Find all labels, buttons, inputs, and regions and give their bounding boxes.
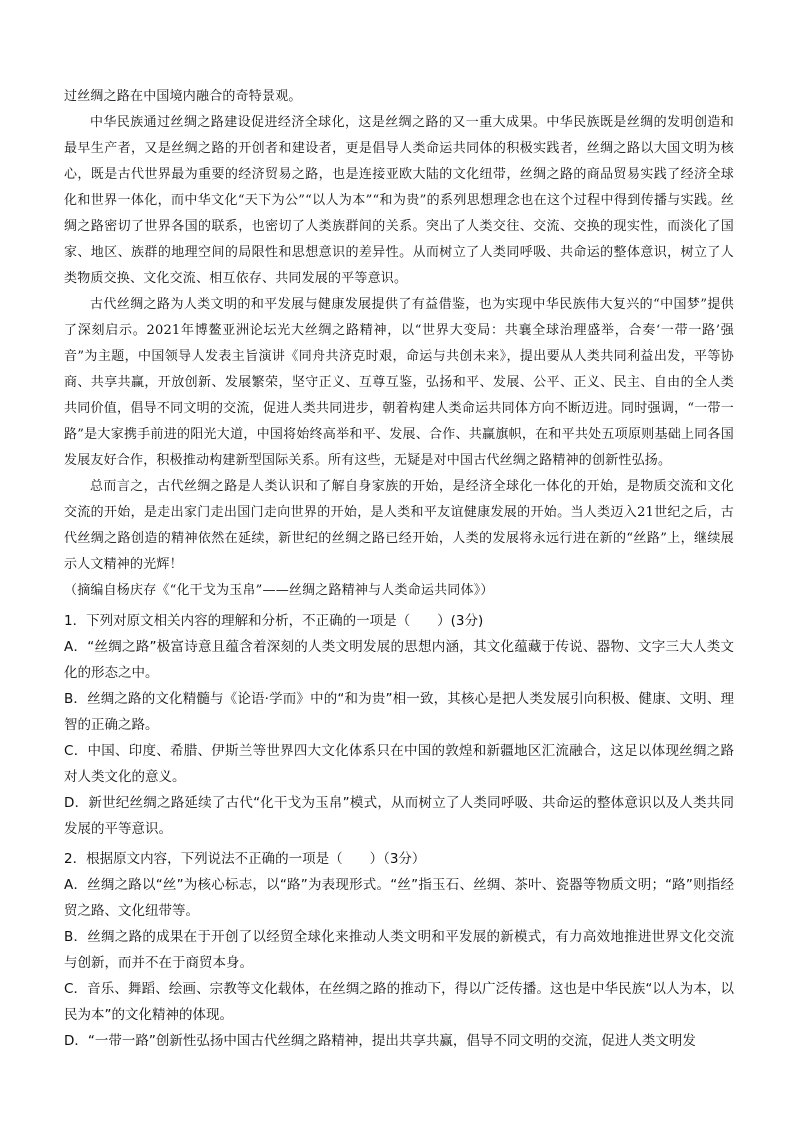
reading-passage [64, 84, 734, 604]
question-option: B．丝绸之路的文化精髓与《论语·学而》中的“和为贵”相一致，其核心是把人类发展引向积极、健康、文明、理智的正确之路。 [64, 691, 734, 733]
passage-paragraph: 中华民族通过丝绸之路建设促进经济全球化，这是丝绸之路的又一重大成果。中华民族既是丝绸的发明创造和最早生产者，又是丝绸之路的开创者和建设者，更是倡导人类命运共同体的积极实践者，丝绸之路以大国文明为核心，既是古代世界最为重要的经济贸易之路，也是连接亚欧大陆的文化纽带，丝绸之路的商品贸易实践了经济全球化和世界一体化，而中华文化“天下为公”“以人为本”“和为贵”的系列思想理念也在这个过程中得到传播与实践。丝绸之路密切了世界各国的联系，也密切了人类族群间的关系。突出了人类交往、交流、交换的现实性，而淡化了国家、地区、族群的地理空间的局限性和思想意识的差异性。从而树立了人类同呼吸、共命运的整体意识，树立了人类物质交换、文化交流、相互依存、共同发展的平等意识。 [64, 115, 734, 286]
passage-paragraph: 古代丝绸之路为人类文明的和平发展与健康发展提供了有益借鉴，也为实现中华民族伟大复兴的“中国梦”提供了深刻启示。2021年博鳌亚洲论坛光大丝绸之路精神，以“世界大变局：共襄全球治理盛举，合奏‘一带一路’强音”为主题，中国领导人发表主旨演讲《同舟共济克时艰，命运与共创未来》，提出要从人类共同利益出发，平等协商、共享共赢，开放创新、发展繁荣，坚守正义、互尊互鉴，弘扬和平、发展、公平、正义、民主、自由的全人类共同价值，倡导不同文明的交流，促进人类共同进步，朝着构建人类命运共同体方向不断迈进。同时强调，“一带一路”是大家携手前进的阳光大道，中国将始终高举和平、发展、合作、共赢旗帜，在和平共处五项原则基础上同各国发展友好合作，积极推动构建新型国际关系。所有这些，无疑是对中国古代丝绸之路精神的创新性弘扬。 [64, 297, 734, 468]
question-option: C．音乐、舞蹈、绘画、宗教等文化载体，在丝绸之路的推动下，得以广泛传播。这也是中华民族“以人为本，以民为本”的文化精神的体现。 [64, 981, 734, 1023]
question-option: D．“一带一路”创新性弘扬中国古代丝绸之路精神，提出共享共赢，倡导不同文明的交流，促进人类文明发 [64, 1033, 696, 1049]
question-1 [64, 608, 734, 842]
question-option: C．中国、印度、希腊、伊斯兰等世界四大文化体系只在中国的敦煌和新疆地区汇流融合，这足以体现丝绸之路对人类文化的意义。 [64, 743, 734, 785]
question-option: B．丝绸之路的成果在于开创了以经贸全球化来推动人类文明和平发展的新模式，有力高效地推进世界文化交流与创新，而并不在于商贸本身。 [64, 929, 734, 971]
question-option: A．“丝绸之路”极富诗意且蕴含着深刻的人类文明发展的思想内涵，其文化蕴藏于传说、器物、文字三大人类文化的形态之中。 [64, 639, 734, 681]
question-option: A．丝绸之路以“丝”为核心标志，以“路”为表现形式。“丝”指玉石、丝绸、茶叶、瓷器等物质文明；“路”则指经贸之路、文化纽带等。 [64, 877, 734, 919]
question-2 [64, 846, 734, 1054]
passage-paragraph: 总而言之，古代丝绸之路是人类认识和了解自身家族的开始，是经济全球化一体化的开始，是物质交流和文化交流的开始，是走出家门走出国门走向世界的开始，是人类和平友谊健康发展的开始。当人类迈入21世纪之后，古代丝绸之路创造的精神依然在延续，新世纪的丝绸之路已经开始，人类的发展将永远行进在新的“丝路”上，继续展示人文精神的光辉！ [64, 479, 734, 572]
passage-paragraph: 过丝绸之路在中国境内融合的奇特景观。 [64, 89, 302, 104]
question-stem: 2．根据原文内容，下列说法不正确的一项是（ ）（3分） [64, 851, 426, 867]
passage-source: （摘编自杨庆存《“化干戈为玉帛”——丝绸之路精神与人类命运共同体》） [64, 583, 494, 598]
question-stem: 1．下列对原文相关内容的理解和分析，不正确的一项是（ ）(3分) [64, 613, 484, 629]
question-option: D．新世纪丝绸之路延续了古代“化干戈为玉帛”模式，从而树立了人类同呼吸、共命运的整体意识以及人类共同发展的平等意识。 [64, 795, 734, 837]
